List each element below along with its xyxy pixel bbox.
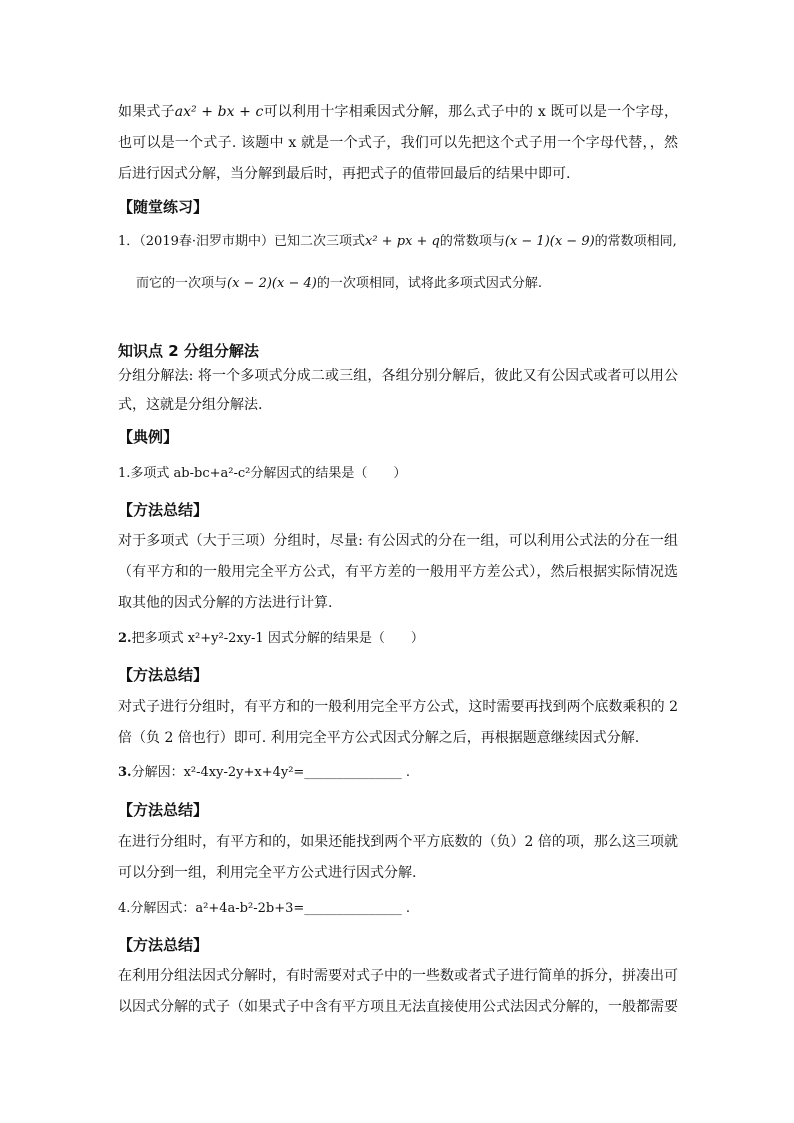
- practice-heading: 【随堂练习】: [118, 198, 209, 216]
- example-1: 1.多项式 ab-bc+a²-c²分解因式的结果是（ ）: [118, 466, 407, 481]
- method-summary-4: 在利用分组法因式分解时，有时需要对式子中的一些数或者式子进行简单的拆分，拼凑出可以因式分解的式子（如果式子中含有平方项且无法直接使用公式法因式分解的，一般都需要: [118, 968, 678, 1015]
- p1-expression-1: x² + px + q: [365, 234, 440, 249]
- example-4: 4.分解因式：a²+4a-b²-2b+3=_______________ .: [118, 901, 411, 916]
- example-2-text: 把多项式 x²+y²-2xy-1 因式分解的结果是（ ）: [131, 631, 424, 646]
- example-heading: 【典例】: [118, 428, 179, 446]
- p1-text-a: 1．（2019春·汨罗市期中）已知二次三项式: [118, 234, 365, 249]
- method-summary-3: 在进行分组时，有平方和的，如果还能找到两个平方底数的（负）2 倍的项，那么这三项就可以分到一组，利用完全平方公式进行因式分解.: [118, 834, 678, 881]
- method-summary-heading-2: 【方法总结】: [118, 666, 209, 684]
- p1-text-e: 的一次项相同，试将此多项式因式分解.: [316, 276, 542, 291]
- p1-text-d: 而它的一次项与: [136, 276, 228, 291]
- p1-text-b: 的常数项与: [439, 234, 505, 249]
- intro-text-a: 如果式子: [118, 104, 175, 120]
- method-summary-heading-1: 【方法总结】: [118, 501, 209, 519]
- method-summary-heading-3: 【方法总结】: [118, 801, 209, 819]
- intro-paragraph: [118, 97, 678, 190]
- p1-expression-2: (x − 1)(x − 9): [504, 234, 595, 249]
- p1-text-c: 的常数项相同,: [594, 234, 677, 249]
- method-summary-heading-4: 【方法总结】: [118, 936, 209, 954]
- intro-expression: ax² + bx + c: [174, 104, 264, 120]
- section-title: 知识点 2 分组分解法: [118, 342, 259, 360]
- example-2-number: 2.: [118, 631, 132, 646]
- example-3-text: 分解因：x²-4xy-2y+x+4y²=_______________ .: [131, 765, 411, 780]
- method-summary-1: 对于多项式（大于三项）分组时，尽量: 有公因式的分在一组，可以利用公式法的分在一组（有平方和的一般用完全平方公式，有平方差的一般用平方差公式），然后根据实际情况选取其他的因式分解的方法进行计算.: [118, 533, 678, 611]
- definition-paragraph: 分组分解法: 将一个多项式分成二或三组，各组分别分解后，彼此又有公因式或者可以用公式，这就是分组分解法.: [118, 368, 678, 413]
- example-2: [118, 628, 678, 650]
- method-summary-2: 对式子进行分组时，有平方和的一般利用完全平方公式，这时需要再找到两个底数乘积的 2 倍（负 2 倍也行）即可. 利用完全平方公式因式分解之后，再根据题意继续因式分解.: [118, 699, 678, 746]
- intro-text-b: 可以利用十字相乘因式分解，那么式子中的 x 既可以是一个字母，也可以是一个式子. 该题中 x 就是一个式子，我们可以先把这个式子用一个字母代替，，然后进行因式分解，当分解到最后时，再把式子的值带回最后的结果中即可.: [118, 104, 678, 182]
- p1-expression-3: (x − 2)(x − 4): [227, 276, 317, 291]
- example-3: [118, 762, 678, 784]
- example-3-number: 3.: [118, 765, 132, 780]
- practice-question-1: [118, 230, 678, 296]
